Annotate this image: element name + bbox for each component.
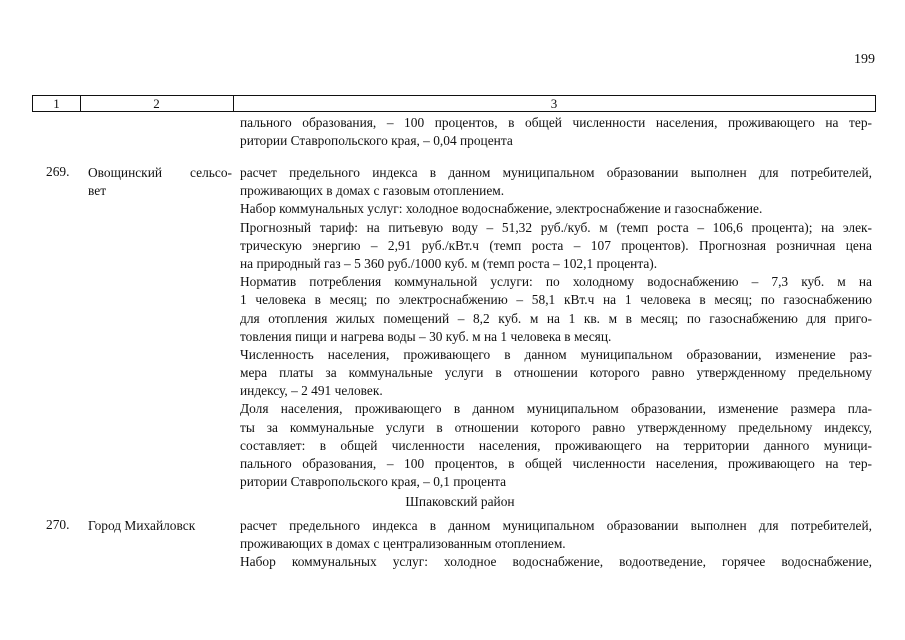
text-line: Норматив потребления коммунальной услуги: по холодному водоснабжению – 7,3 куб. м на bbox=[240, 274, 872, 290]
entry-number: 269. bbox=[46, 164, 70, 179]
text-line: мера платы за коммунальные услуги в отношении которого равно утвержденному предельному bbox=[240, 365, 872, 381]
text-line: 1 человека в месяц; по электроснабжению – 58,1 кВт.ч на 1 человека в месяц; по газоснабжению bbox=[240, 292, 872, 308]
text-line: Набор коммунальных услуг: холодное водоснабжение, водоотведение, горячее водоснабжение, bbox=[240, 554, 872, 570]
text-line: товления пищи и нагрева воды – 30 куб. м на 1 человека в месяц. bbox=[240, 328, 612, 344]
text-line: пального образования, – 100 процентов, в общей численности населения, проживающего на тер- bbox=[240, 115, 872, 130]
entry-name-line: Город Михайловск bbox=[88, 518, 196, 533]
text-line: ритории Ставропольского края, – 0,04 процента bbox=[240, 133, 513, 149]
entry-number: 270. bbox=[46, 517, 70, 532]
text-line: на природный газ – 5 360 руб./1000 куб. м (темп роста – 102,1 процента). bbox=[240, 255, 658, 271]
table-header-row bbox=[32, 95, 876, 112]
text-line: индексу, – 2 491 человек. bbox=[240, 383, 383, 399]
text-line: проживающих в домах с централизованным отоплением. bbox=[240, 536, 566, 552]
entry-description bbox=[240, 517, 872, 572]
text-line: ты за коммунальные услуги в отношении которого равно утвержденному предельному индексу, bbox=[240, 419, 872, 435]
table-header-col-2: 2 bbox=[80, 96, 234, 111]
table-header-col-3: 3 bbox=[550, 96, 558, 111]
table-header-col-1: 1 bbox=[33, 96, 81, 111]
text-line: Набор коммунальных услуг: холодное водоснабжение, электроснабжение и газоснабжение. bbox=[240, 201, 763, 217]
text-line: пального образования, – 100 процентов, в общей численности населения, проживающего на тер- bbox=[240, 456, 872, 471]
text-line: Численность населения, проживающего в данном муниципальном образовании, изменение раз- bbox=[240, 346, 872, 362]
text-line: расчет предельного индекса в данном муниципальном образовании выполнен для потребителей, bbox=[240, 165, 872, 180]
text-line: проживающих в домах с газовым отоплением. bbox=[240, 183, 505, 199]
entry-name-line: Овощинский сельсо- bbox=[88, 165, 232, 180]
entry-name bbox=[88, 164, 232, 200]
section-title: Шпаковский район bbox=[405, 494, 515, 509]
page-number: 199 bbox=[854, 52, 875, 67]
continuation-paragraph bbox=[240, 114, 872, 150]
text-line: Доля населения, проживающего в данном муниципальном образовании, изменение размера пла- bbox=[240, 401, 872, 417]
entry-name bbox=[88, 517, 232, 535]
text-line: расчет предельного индекса в данном муниципальном образовании выполнен для потребителей, bbox=[240, 518, 872, 533]
text-line: Прогнозный тариф: на питьевую воду – 51,32 руб./куб. м (темп роста – 106,6 процента); на элек- bbox=[240, 219, 872, 235]
entry-description bbox=[240, 164, 872, 491]
text-line: ритории Ставропольского края, – 0,1 процента bbox=[240, 474, 507, 490]
text-line: составляет: в общей численности населения, проживающего на территории данного муници- bbox=[240, 437, 872, 453]
entry-name-line: вет bbox=[88, 183, 107, 199]
text-line: для отопления жилых помещений – 8,2 куб. м на 1 кв. м в месяц; по газоснабжению для приго- bbox=[240, 310, 872, 326]
text-line: трическую энергию – 2,91 руб./кВт.ч (темп роста – 107 процентов). Прогнозная розничная цена bbox=[240, 237, 872, 253]
